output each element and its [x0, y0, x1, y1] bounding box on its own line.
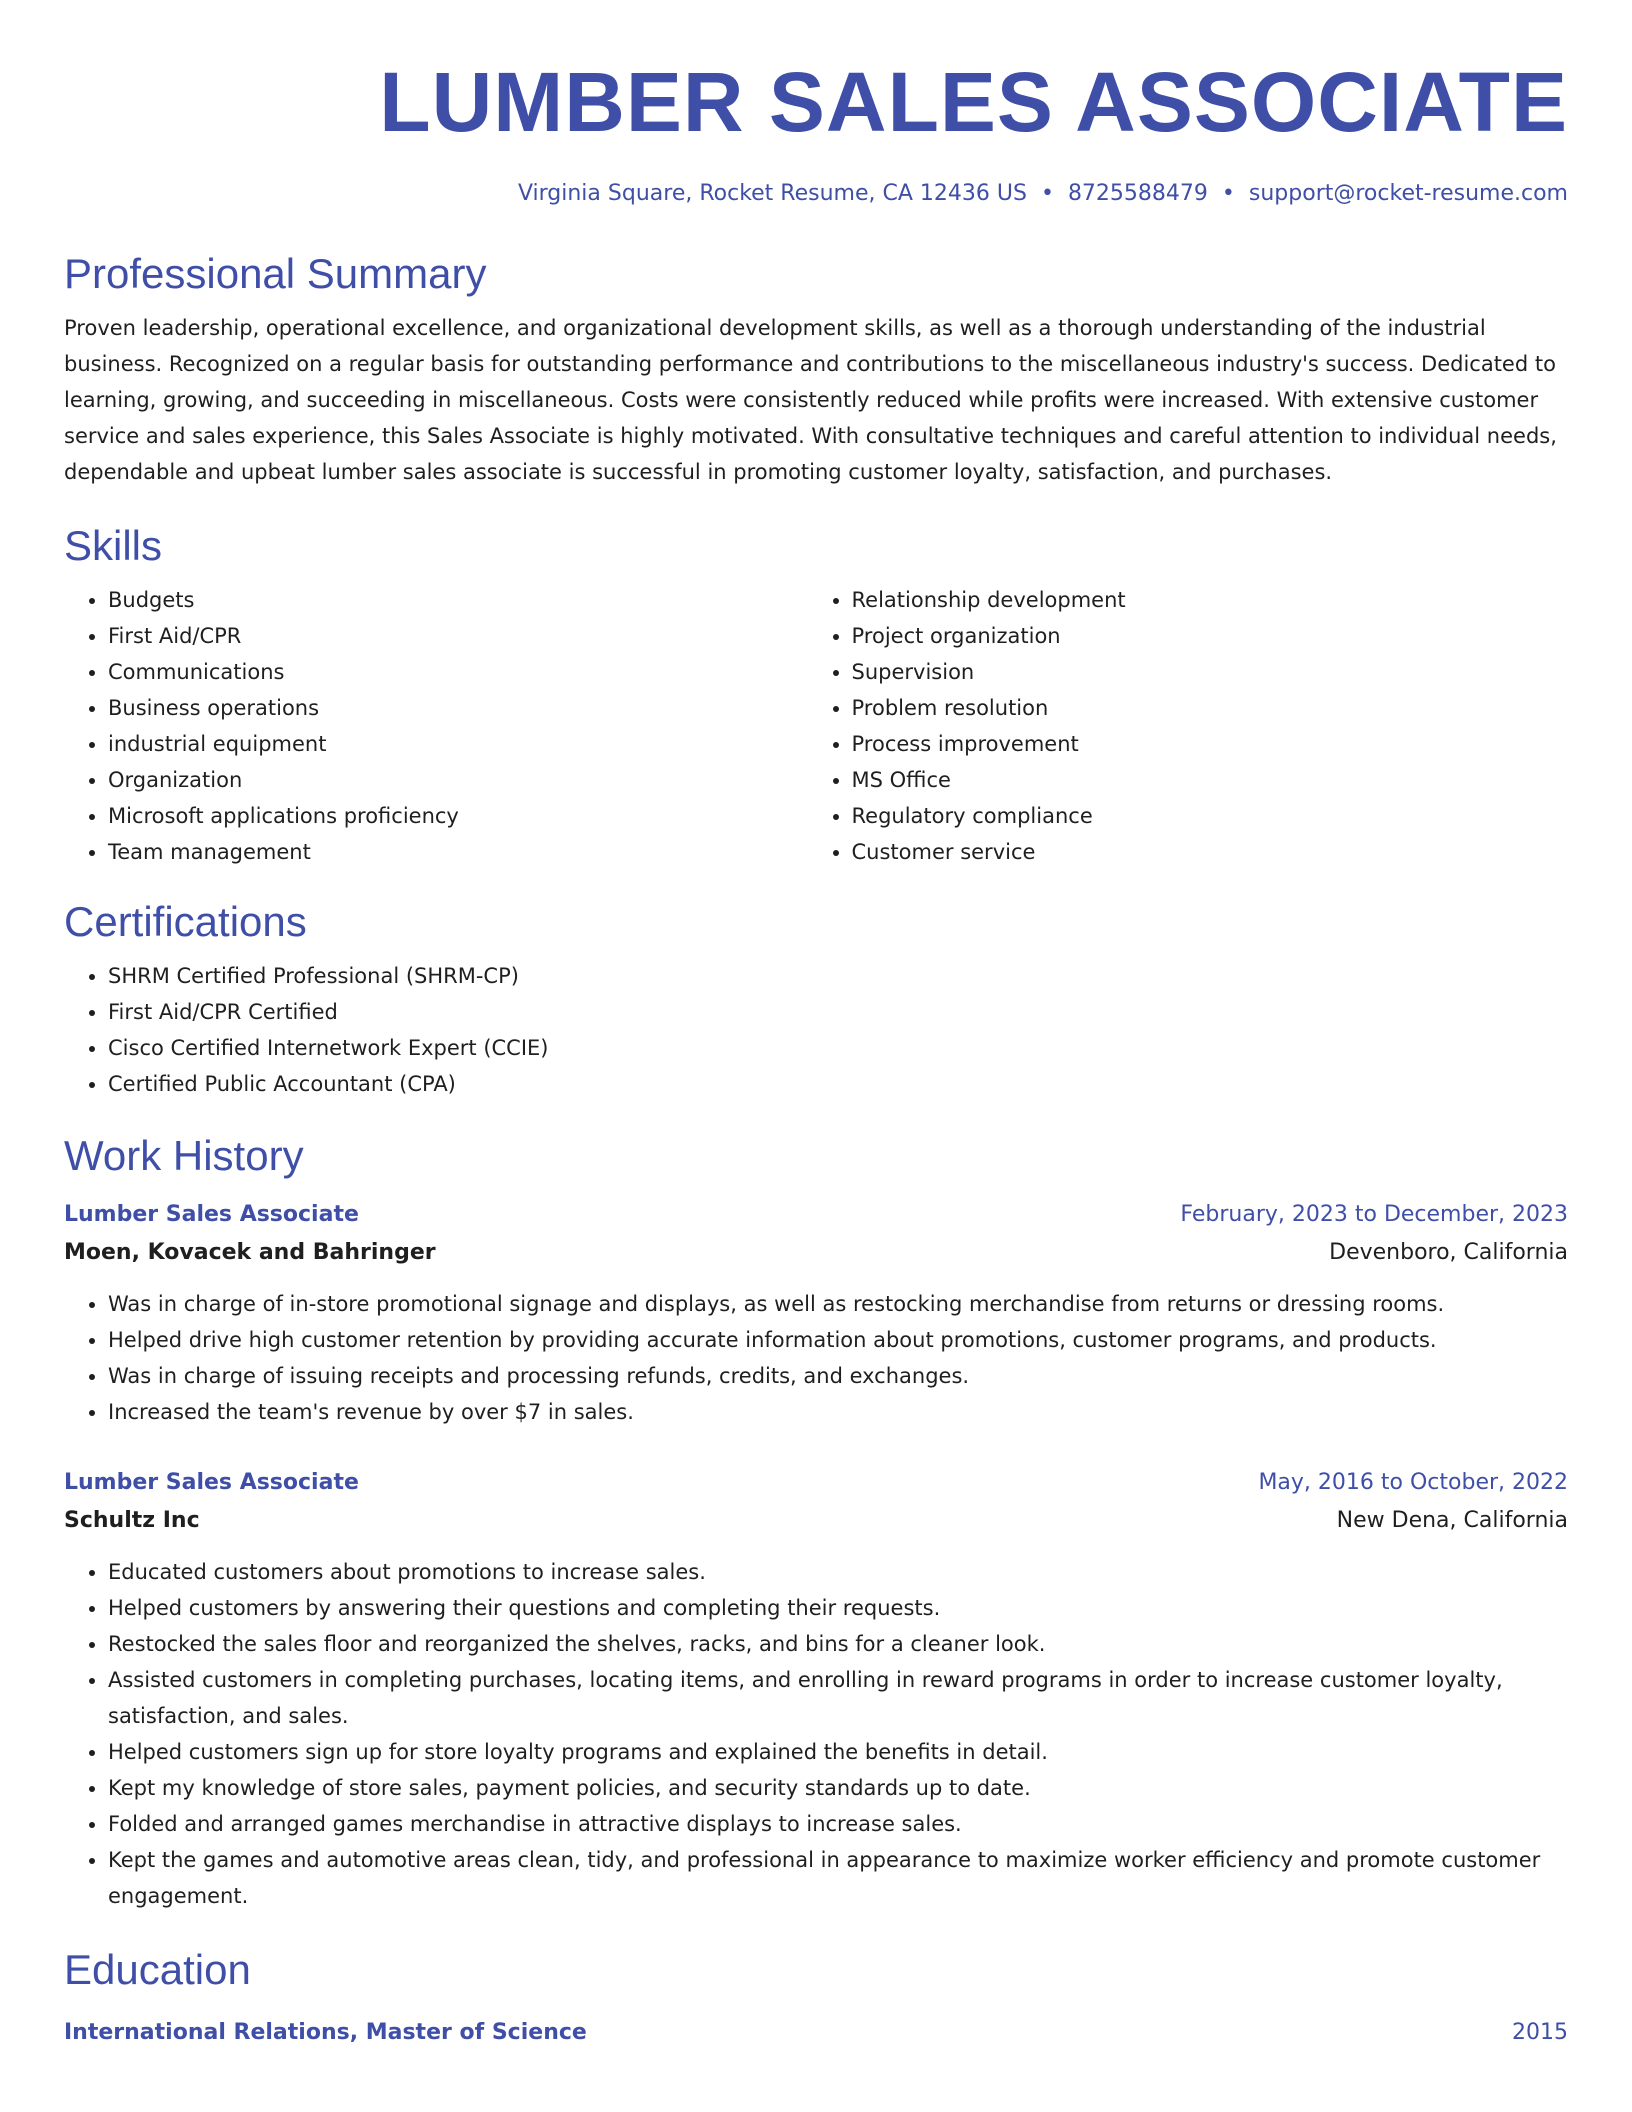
- job-bullet: • Educated customers about promotions to increase sales.: [108, 1554, 1568, 1590]
- job-bullet: • Was in charge of in-store promotional signage and displays, as well as restocking merchandise from returns or dressing rooms.: [108, 1286, 1568, 1322]
- certifications-section: [64, 896, 1568, 1102]
- contact-address: Virginia Square, Rocket Resume, CA 12436 US: [517, 181, 1027, 206]
- contact-phone: 8725588479: [1067, 181, 1208, 206]
- job-bullet: • Increased the team's revenue by over $7 in sales.: [108, 1394, 1568, 1430]
- job-bullet: • Folded and arranged games merchandise in attractive displays to increase sales.: [108, 1806, 1568, 1842]
- skills-list-right: [808, 582, 1568, 870]
- job-bullet: • Kept the games and automotive areas clean, tidy, and professional in appearance to maximize worker efficiency and promote customer engagement.: [108, 1842, 1568, 1914]
- skill-item: • industrial equipment: [108, 726, 808, 762]
- job-company-row: [64, 1502, 1568, 1540]
- job-dates: May, 2016 to October, 2022: [1258, 1470, 1568, 1495]
- skill-item: • Budgets: [108, 582, 808, 618]
- job-company: Schultz Inc: [64, 1508, 200, 1533]
- certifications-list: [64, 958, 1568, 1102]
- skill-item: • Supervision: [852, 654, 1568, 690]
- skill-item: • Regulatory compliance: [852, 798, 1568, 834]
- skill-item: • Customer service: [852, 834, 1568, 870]
- job-bullet: • Restocked the sales floor and reorganized the shelves, racks, and bins for a cleaner look.: [108, 1626, 1568, 1662]
- work-history-section: [64, 1130, 1568, 1914]
- skill-item: • Business operations: [108, 690, 808, 726]
- section-heading-certifications: Certifications: [64, 898, 307, 945]
- job-location: Devenboro, California: [1329, 1240, 1568, 1265]
- section-heading-summary: Professional Summary: [64, 250, 487, 297]
- section-heading-education: Education: [64, 1946, 251, 1993]
- job-entry: [64, 1196, 1568, 1430]
- separator-dot: •: [1221, 181, 1235, 206]
- education-year: 2015: [1512, 2020, 1568, 2045]
- skill-item: • Problem resolution: [852, 690, 1568, 726]
- skill-item: • Relationship development: [852, 582, 1568, 618]
- resume-header: [64, 0, 1568, 210]
- section-heading-work-history: Work History: [64, 1132, 304, 1179]
- certification-item: • Cisco Certified Internetwork Expert (CCIE): [108, 1030, 1568, 1066]
- job-location: New Dena, California: [1336, 1508, 1568, 1533]
- certification-item: • First Aid/CPR Certified: [108, 994, 1568, 1030]
- skill-item: • Project organization: [852, 618, 1568, 654]
- skill-item: • Microsoft applications proficiency: [108, 798, 808, 834]
- skill-item: • Process improvement: [852, 726, 1568, 762]
- job-title-row: [64, 1464, 1568, 1502]
- job-bullets: [64, 1286, 1568, 1430]
- job-title-row: [64, 1196, 1568, 1234]
- job-company: Moen, Kovacek and Bahringer: [64, 1240, 436, 1265]
- skills-list-left: [64, 582, 808, 870]
- certification-item: • SHRM Certified Professional (SHRM-CP): [108, 958, 1568, 994]
- skills-grid: [64, 582, 1568, 870]
- skill-item: • Communications: [108, 654, 808, 690]
- job-dates: February, 2023 to December, 2023: [1180, 1202, 1568, 1227]
- job-bullets: [64, 1554, 1568, 1914]
- professional-summary-section: [64, 248, 1568, 490]
- job-bullet: • Helped customers by answering their questions and completing their requests.: [108, 1590, 1568, 1626]
- skill-item: • Team management: [108, 834, 808, 870]
- skill-item: • Organization: [108, 762, 808, 798]
- section-heading-skills: Skills: [64, 522, 163, 569]
- job-company-row: [64, 1234, 1568, 1272]
- contact-email: support@rocket-resume.com: [1248, 181, 1568, 206]
- job-title: Lumber Sales Associate: [64, 1202, 359, 1227]
- skills-section: [64, 520, 1568, 870]
- certification-item: • Certified Public Accountant (CPA): [108, 1066, 1568, 1102]
- job-bullet: • Helped drive high customer retention by providing accurate information about promotions, customer programs, and products.: [108, 1322, 1568, 1358]
- education-row: [64, 2014, 1568, 2052]
- separator-dot: •: [1040, 181, 1054, 206]
- job-title: Lumber Sales Associate: [64, 1470, 359, 1495]
- job-bullet: • Kept my knowledge of store sales, payment policies, and security standards up to date.: [108, 1770, 1568, 1806]
- job-bullet: • Was in charge of issuing receipts and processing refunds, credits, and exchanges.: [108, 1358, 1568, 1394]
- job-entry: [64, 1464, 1568, 1914]
- skill-item: • First Aid/CPR: [108, 618, 808, 654]
- education-section: [64, 1944, 1568, 2052]
- education-degree: International Relations, Master of Science: [64, 2020, 587, 2045]
- contact-line: [64, 178, 1568, 210]
- resume-name: LUMBER SALES ASSOCIATE: [379, 55, 1568, 149]
- education-entry: [64, 2014, 1568, 2052]
- job-bullet: • Assisted customers in completing purchases, locating items, and enrolling in reward programs in order to increase customer loyalty, satisfaction, and sales.: [108, 1662, 1568, 1734]
- summary-text: Proven leadership, operational excellence, and organizational development skills, as well as a thorough understanding of the industrial business. Recognized on a regular basis for outstanding performance and contributions to the miscellaneous industry's success. Dedicated to learning, growing, and succeeding in miscellaneous. Costs were consistently reduced while profits were increased. With extensive customer service and sales experience, this Sales Associate is highly motivated. With consultative techniques and careful attention to individual needs, dependable and upbeat lumber sales associate is successful in promoting customer loyalty, satisfaction, and purchases.: [64, 316, 1557, 484]
- job-bullet: • Helped customers sign up for store loyalty programs and explained the benefits in detail.: [108, 1734, 1568, 1770]
- skill-item: • MS Office: [852, 762, 1568, 798]
